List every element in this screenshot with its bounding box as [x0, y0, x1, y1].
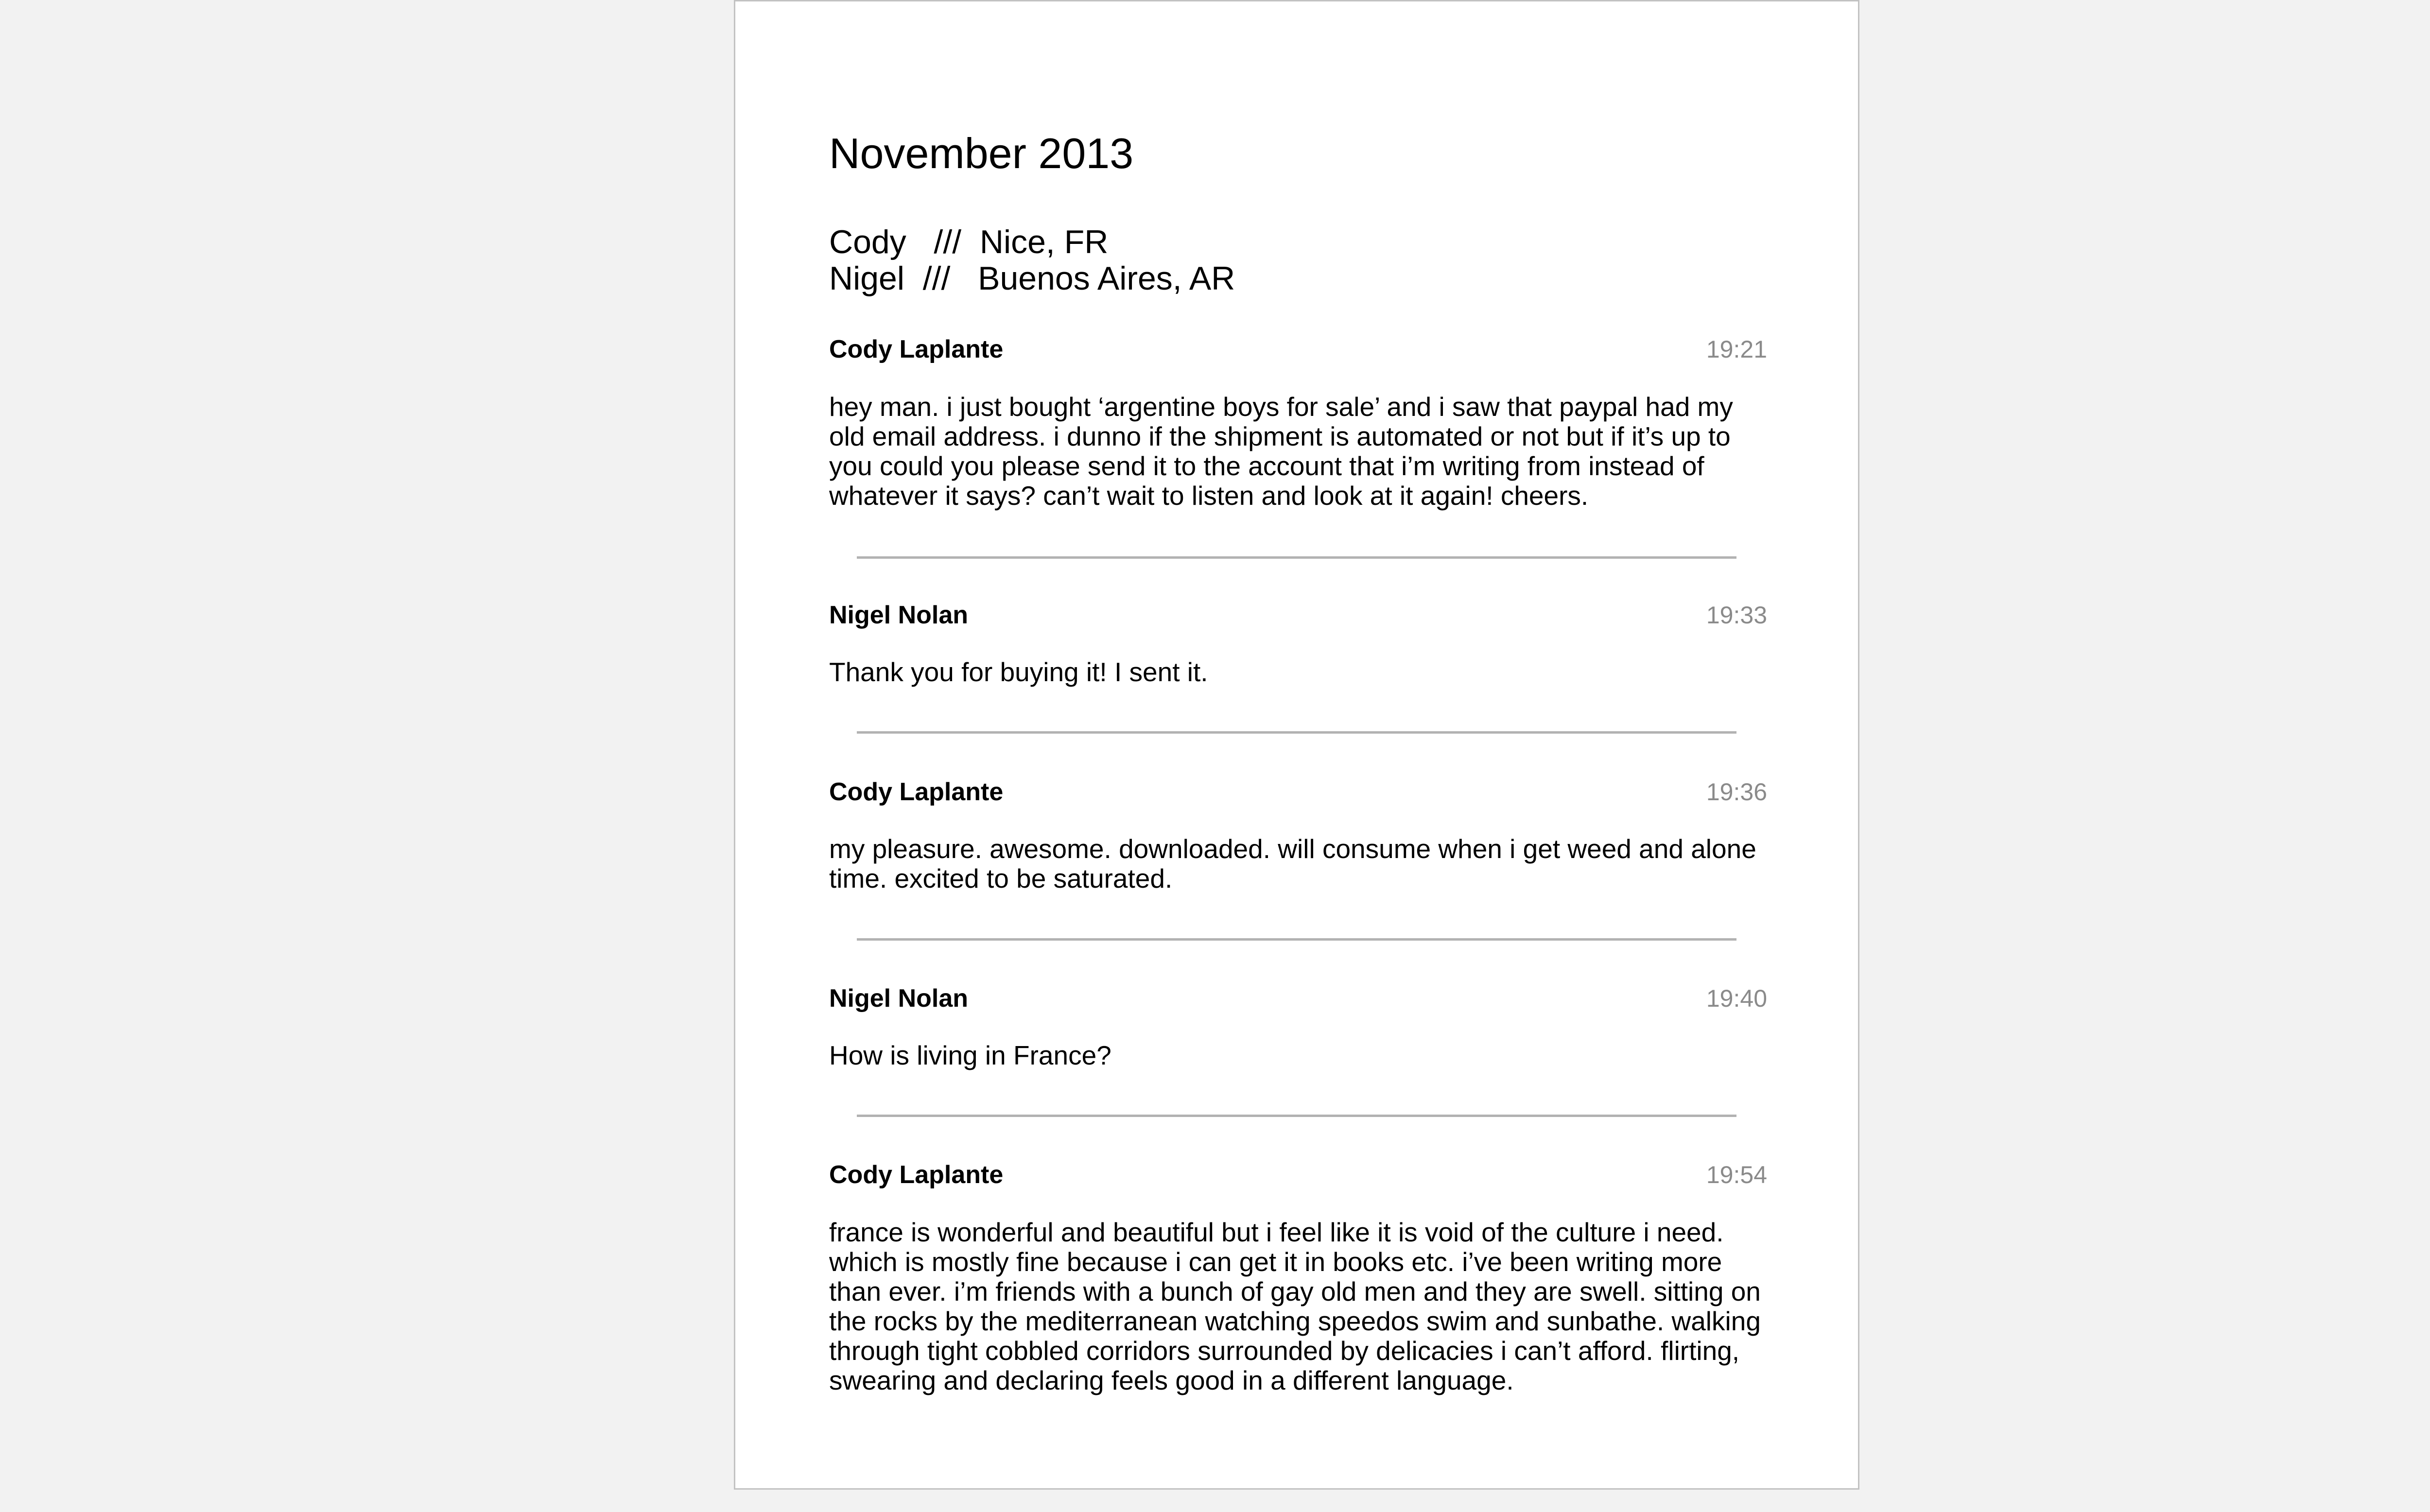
- message-timestamp: 19:21: [1706, 336, 1767, 363]
- message-sender: Cody Laplante: [829, 1161, 1004, 1189]
- message-sender: Cody Laplante: [829, 335, 1004, 363]
- message-divider: [857, 1115, 1736, 1117]
- message-timestamp: 19:36: [1706, 778, 1767, 806]
- message-header: [829, 982, 1767, 1015]
- message-text: Thank you for buying it! I sent it.: [829, 657, 1208, 687]
- message-header: [829, 333, 1767, 366]
- message-sender: Nigel Nolan: [829, 601, 969, 629]
- message-header: [829, 775, 1767, 808]
- message-timestamp: 19:33: [1706, 601, 1767, 629]
- message-divider: [857, 556, 1736, 559]
- message-text: my pleasure. awesome. downloaded. will consume when i get weed and alone time. excited to be saturated.: [829, 834, 1756, 893]
- message-divider: [857, 731, 1736, 734]
- message-timestamp: 19:54: [1706, 1161, 1767, 1188]
- message-sender: Nigel Nolan: [829, 984, 969, 1013]
- document-page: [734, 0, 1859, 1490]
- message-text: hey man. i just bought ‘argentine boys for sale’ and i saw that paypal had my old email address. i dunno if the shipment is automated or not but if it’s up to you could you please send it to the account that i’m writing from instead of whatever it says? can’t wait to listen and look at it again! cheers.: [829, 392, 1733, 511]
- message-header: [829, 1158, 1767, 1191]
- message-header: [829, 599, 1767, 632]
- message-timestamp: 19:40: [1706, 985, 1767, 1012]
- participants-list: [829, 224, 1235, 297]
- message-sender: Cody Laplante: [829, 778, 1004, 806]
- message-text: france is wonderful and beautiful but i feel like it is void of the culture i need. which is mostly fine because i can get it in books etc. i’ve been writing more than ever. i’m friends with a bunch of gay old men and they are swell. sitting on the rocks by the mediterranean watching speedos swim and sunbathe. walking through tight cobbled corridors surrounded by delicacies i can’t afford. flirting, swearing and declaring feels good in a different language.: [829, 1217, 1761, 1395]
- message-text: How is living in France?: [829, 1040, 1111, 1070]
- participant-line: Nigel /// Buenos Aires, AR: [829, 260, 1235, 297]
- participant-line: Cody /// Nice, FR: [829, 223, 1109, 260]
- page-title: November 2013: [829, 129, 1134, 177]
- message-divider: [857, 938, 1736, 941]
